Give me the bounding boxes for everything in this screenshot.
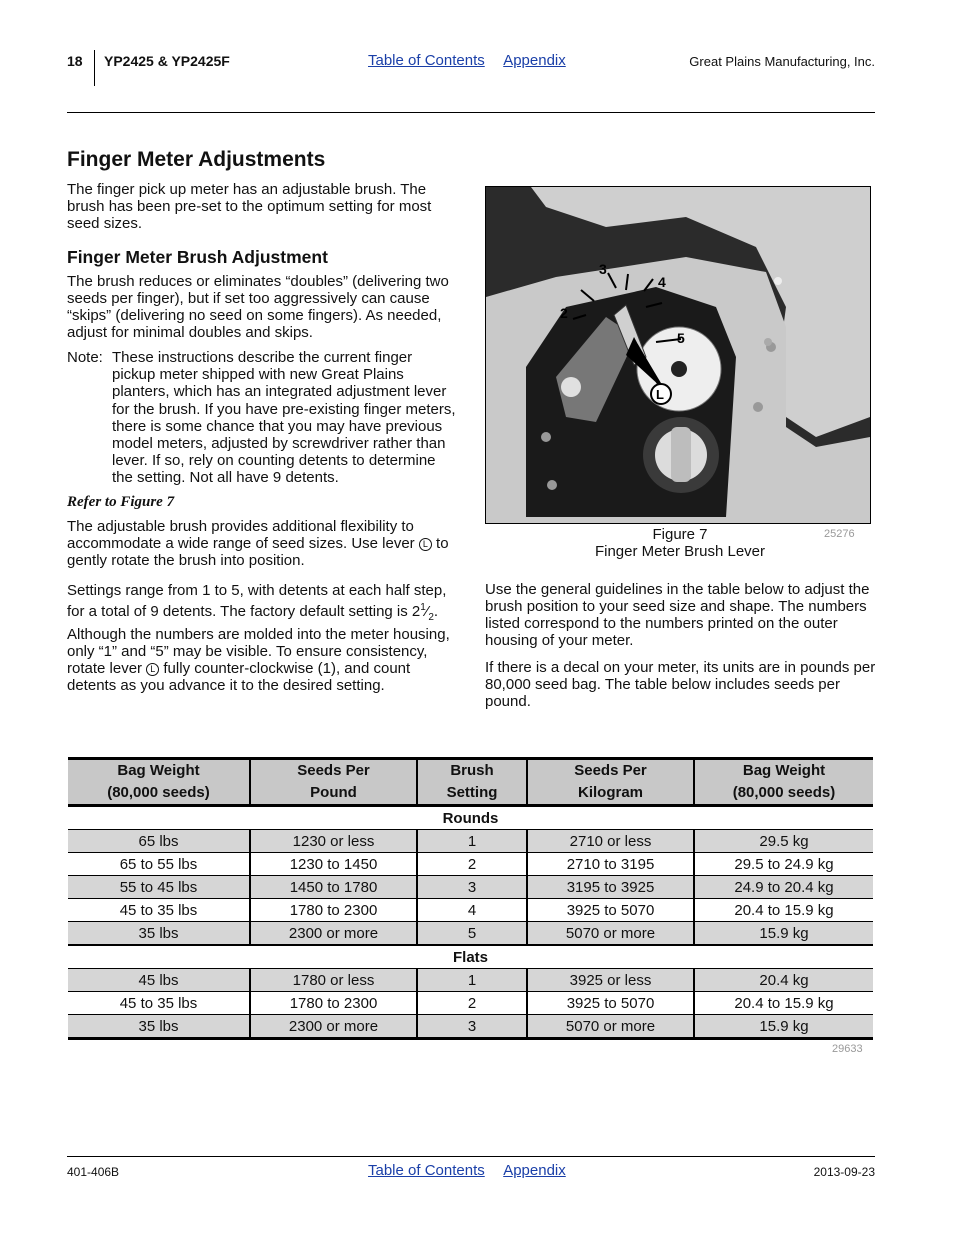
appendix-link[interactable]: Appendix	[503, 52, 566, 69]
model-name: YP2425 & YP2425F	[104, 53, 230, 69]
label-lever: L	[656, 387, 664, 402]
header-seeds-per-kg: Seeds Per Kilogram	[527, 759, 694, 806]
table-row: 45 to 35 lbs 1780 to 2300 2 3925 to 5070 20.4 to 15.9 kg	[68, 992, 873, 1015]
header-seeds-per-pound: Seeds Per Pound	[250, 759, 417, 806]
table-row: 65 to 55 lbs 1230 to 1450 2 2710 to 3195 29.5 to 24.9 kg	[68, 853, 873, 876]
header-nav	[368, 52, 580, 70]
section-title: Finger Meter Adjustments	[67, 148, 326, 171]
brush-paragraph: The brush reduces or eliminates “doubles” (delivering two seeds per finger), but if set too aggressively can cause “skips” (delivering no seed on some fingers). As needed, adjust for minimal doubles and skips.	[67, 273, 449, 341]
subsection-title: Finger Meter Brush Adjustment	[67, 247, 328, 267]
toc-link[interactable]: Table of Contents	[368, 52, 485, 69]
page-number: 18	[67, 53, 83, 69]
table-row: 45 lbs 1780 or less 1 3925 or less 20.4 kg	[68, 969, 873, 992]
table-id: 29633	[832, 1043, 863, 1055]
table-row: 45 to 35 lbs 1780 to 2300 4 3925 to 5070 20.4 to 15.9 kg	[68, 899, 873, 922]
label-2: 2	[560, 305, 568, 321]
company-name: Great Plains Manufacturing, Inc.	[689, 54, 875, 69]
note-label: Note:	[67, 349, 103, 366]
label-3: 3	[599, 261, 607, 277]
table-row: 35 lbs 2300 or more 3 5070 or more 15.9 kg	[68, 1015, 873, 1039]
brush-setting-table	[68, 757, 873, 1040]
lever-symbol: L	[146, 663, 159, 676]
settings-paragraph: Settings range from 1 to 5, with detents at each half step, for a total of 9 detents. The factory default setting is $2^1⁄_2$. Although the numbers are molded into the meter housing, only “1” and “5” may be visible. To ensure consistency, rotate lever L fully counter-clockwise (1), and count detents as you advance it to the desired setting.	[67, 582, 450, 694]
doc-number: 401-406B	[67, 1165, 120, 1179]
intro-paragraph: The finger pick up meter has an adjustable brush. The brush has been pre-set to the optimum setting for most seed sizes.	[67, 181, 432, 232]
table-header-row	[68, 759, 873, 806]
header-bag-weight-kg: Bag Weight (80,000 seeds)	[694, 759, 873, 806]
guidelines-paragraph: Use the general guidelines in the table below to adjust the brush position to your seed size and shape. The numbers listed correspond to the numbers printed on the outer housing of your meter.	[485, 581, 870, 649]
label-4: 4	[658, 274, 666, 290]
toc-link[interactable]: Table of Contents	[368, 1162, 485, 1179]
note-text: These instructions describe the current finger pickup meter shipped with new Great Plains planters, which has an integrated adjustment lever for the brush. If you have pre-existing finger meters, there is some chance that you may have previous model meters, adjusted by screwdriver rather than lever. If so, rely on counting detents to determine the setting. Not all have 9 detents.	[112, 349, 456, 487]
header-rule	[67, 112, 875, 113]
lever-paragraph: The adjustable brush provides additional flexibility to accommodate a wide range of seed sizes. Use lever L to gently rotate the brush into position.	[67, 518, 449, 569]
figure-reference: Refer to Figure 7	[67, 494, 175, 510]
figure-caption: Figure 7 Finger Meter Brush Lever	[594, 526, 766, 560]
header-bag-weight-lbs: Bag Weight (80,000 seeds)	[68, 759, 250, 806]
lever-symbol: L	[419, 538, 432, 551]
section-row-flats: Flats	[68, 945, 873, 969]
footer-rule	[67, 1156, 875, 1157]
section-row-rounds: Rounds	[68, 806, 873, 830]
figure-id: 25276	[824, 528, 855, 540]
decal-paragraph: If there is a decal on your meter, its units are in pounds per 80,000 seed bag. The table below includes seeds per pound.	[485, 659, 876, 710]
footer-nav	[368, 1162, 580, 1180]
header-divider	[94, 50, 95, 86]
label-5: 5	[677, 330, 685, 346]
header-brush-setting: Brush Setting	[417, 759, 527, 806]
meter-photo	[485, 186, 871, 524]
table-row: 65 lbs 1230 or less 1 2710 or less 29.5 kg	[68, 830, 873, 853]
meter-illustration	[486, 187, 870, 523]
doc-date: 2013-09-23	[813, 1165, 875, 1179]
table-row: 55 to 45 lbs 1450 to 1780 3 3195 to 3925 24.9 to 20.4 kg	[68, 876, 873, 899]
table-row: 35 lbs 2300 or more 5 5070 or more 15.9 kg	[68, 922, 873, 946]
appendix-link[interactable]: Appendix	[503, 1162, 566, 1179]
